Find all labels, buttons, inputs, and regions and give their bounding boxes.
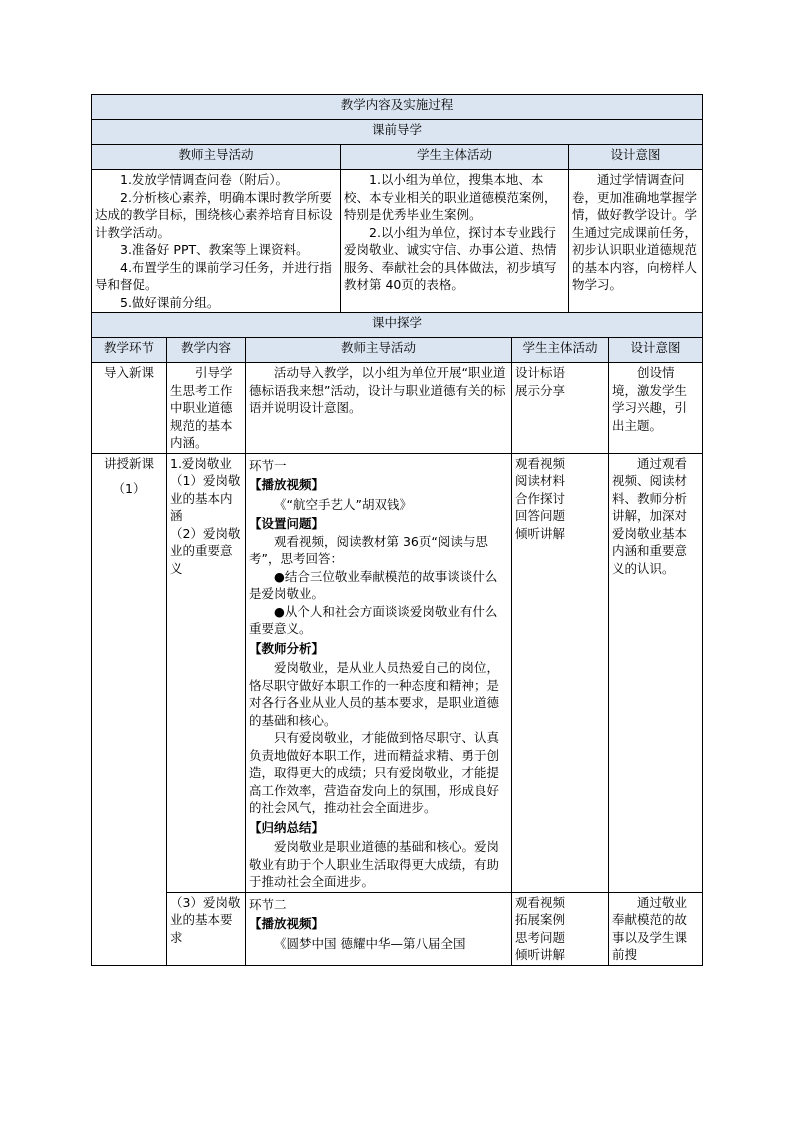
video-title: 《“航空手艺人”胡双钱》 (274, 496, 412, 512)
section2-content-cell (167, 892, 246, 965)
section1-student-item: 阅读材料 (515, 473, 566, 488)
lesson-plan-table (91, 94, 703, 966)
intro-intent-cell (609, 363, 703, 454)
pre-class-row (92, 170, 703, 313)
section1-content-item: 1.爱岗敬业 (170, 455, 232, 471)
section1-content-cell (167, 453, 246, 892)
pre-teacher-item: 4.布置学生的课前学习任务，并进行指导和督促。 (95, 259, 332, 292)
tag-set-question: 【设置问题】 (249, 516, 325, 531)
section2-step: 环节二 (249, 896, 287, 912)
intro-stage: 导入新课 (92, 363, 167, 454)
pre-student-cell (341, 170, 569, 313)
intro-intent: 创设情境，激发学生学习兴趣，引出主题。 (612, 365, 688, 433)
section1-intent-cell (609, 453, 703, 892)
section2-student-item: 思考问题 (515, 929, 566, 945)
question-2: ●从个人和社会方面谈谈爱岗敬业有什么重要意义。 (249, 603, 498, 636)
pre-teacher-item: 5.做好课前分组。 (120, 294, 220, 310)
header-student: 学生主体活动 (512, 338, 609, 363)
section2-video-title: 《圆梦中国 德耀中华—第八届全国 (274, 935, 466, 951)
intro-student-cell (512, 363, 609, 454)
tag-summary: 【归纳总结】 (249, 819, 325, 835)
intro-content: 引导学生思考工作中职业道德规范的基本内涵。 (170, 365, 233, 450)
intro-student-item: 设计标语 (515, 365, 566, 380)
section2-student-item: 倾听讲解 (515, 947, 566, 962)
new-lesson-stage-number: （1） (112, 481, 146, 496)
section-title: 教学内容及实施过程 (92, 95, 703, 120)
analysis-paragraph-2: 只有爱岗敬业，才能做到恪尽职守、认真负责地做好本职工作，进而精益求精、勇于创造，取得更大的成绩；只有爱岗敬业，才能提高工作效率，营造奋发向上的氛围，形成良好的社会风气，推动社会全面进步。 (249, 730, 500, 815)
section2-student-cell (512, 892, 609, 965)
pre-intent-cell (569, 170, 703, 313)
section1-intent: 通过观看视频、阅读材料、教师分析讲解，加深对爱岗敬业基本内涵和重要意义的认识。 (612, 455, 688, 576)
intro-teacher: 活动导入教学，以小组为单位开展“职业道德标语我来想”活动，设计与职业道德有关的标语并说明设计意图。 (249, 365, 506, 415)
pre-header-teacher: 教师主导活动 (92, 145, 341, 170)
intro-row (92, 363, 703, 454)
intro-teacher-cell (246, 363, 512, 454)
new-lesson-stage-label: 讲授新课 (103, 455, 154, 471)
new-lesson-row-1 (92, 453, 703, 892)
section2-student-item: 观看视频 (515, 894, 566, 910)
pre-student-item: 1.以小组为单位，搜集本地、本校、本专业相关的职业道德模范案例，特别是优秀毕业生案例。 (344, 172, 557, 222)
section1-step: 环节一 (249, 457, 287, 473)
new-lesson-row-2 (92, 892, 703, 965)
tag-teacher-analysis: 【教师分析】 (249, 640, 325, 656)
question-1: ●结合三位敬业奉献模范的故事谈谈什么是爱岗敬业。 (249, 568, 498, 601)
section1-content-item: （1）爱岗敬业的基本内涵 (170, 473, 241, 523)
intro-student-item: 展示分享 (515, 382, 566, 398)
pre-teacher-item: 1.发放学情调查问卷（附后）。 (120, 172, 289, 187)
header-teacher: 教师主导活动 (246, 338, 512, 363)
pre-intent-text: 通过学情调查问卷，更加准确地掌握学情，做好教学设计。学生通过完成课前任务，初步认识职业道德规范的基本内容，向榜样人物学习。 (572, 172, 698, 292)
section2-student-item: 拓展案例 (515, 912, 566, 927)
summary-text: 爱岗敬业是职业道德的基础和核心。爱岗敬业有助于个人职业生活取得更大成绩，有助于推动社会全面进步。 (249, 839, 500, 889)
section2-intent-cell (609, 892, 703, 965)
pre-teacher-item: 2.分析核心素养，明确本课时教学所要达成的教学目标，围绕核心素养培育目标设计教学活动。 (95, 189, 333, 240)
in-class-heading: 课中探学 (92, 313, 703, 338)
tag-play-video: 【播放视频】 (249, 477, 325, 492)
section1-content-item: （2）爱岗敬业的重要意义 (170, 525, 241, 576)
header-stage: 教学环节 (92, 338, 167, 363)
analysis-paragraph-1: 爱岗敬业，是从业人员热爱自己的岗位，恪尽职守做好本职工作的一种态度和精神；是对各行各业从业人员的基本要求，是职业道德的基础和核心。 (249, 660, 500, 728)
section2-tag-play-video: 【播放视频】 (249, 916, 325, 931)
pre-teacher-cell (92, 170, 341, 313)
question-intro: 观看视频，阅读教材第 36页“阅读与思考”，思考回答： (249, 533, 488, 566)
section1-student-item: 合作探讨 (515, 490, 566, 506)
lesson-plan-page (91, 94, 702, 966)
pre-teacher-item: 3.准备好 PPT、教案等上课资料。 (120, 242, 309, 257)
header-intent: 设计意图 (609, 338, 703, 363)
pre-header-student: 学生主体活动 (341, 145, 569, 170)
section2-intent: 通过敬业奉献模范的故事以及学生课前搜 (612, 894, 688, 962)
section1-student-item: 回答问题 (515, 508, 566, 523)
section1-student-cell (512, 453, 609, 892)
pre-header-intent: 设计意图 (569, 145, 703, 170)
header-content: 教学内容 (167, 338, 246, 363)
section1-teacher-cell (246, 453, 512, 892)
pre-class-heading: 课前导学 (92, 120, 703, 145)
pre-student-item: 2.以小组为单位，探讨本专业践行爱岗敬业、诚实守信、办事公道、热情服务、奉献社会的具体做法，初步填写教材第 40页的表格。 (344, 224, 557, 292)
section1-student-item: 观看视频 (515, 455, 566, 471)
intro-content-cell (167, 363, 246, 454)
section2-teacher-cell (246, 892, 512, 965)
new-lesson-stage (92, 453, 167, 965)
section1-student-item: 倾听讲解 (515, 525, 566, 541)
section2-content: （3）爱岗敬业的基本要求 (170, 894, 241, 945)
